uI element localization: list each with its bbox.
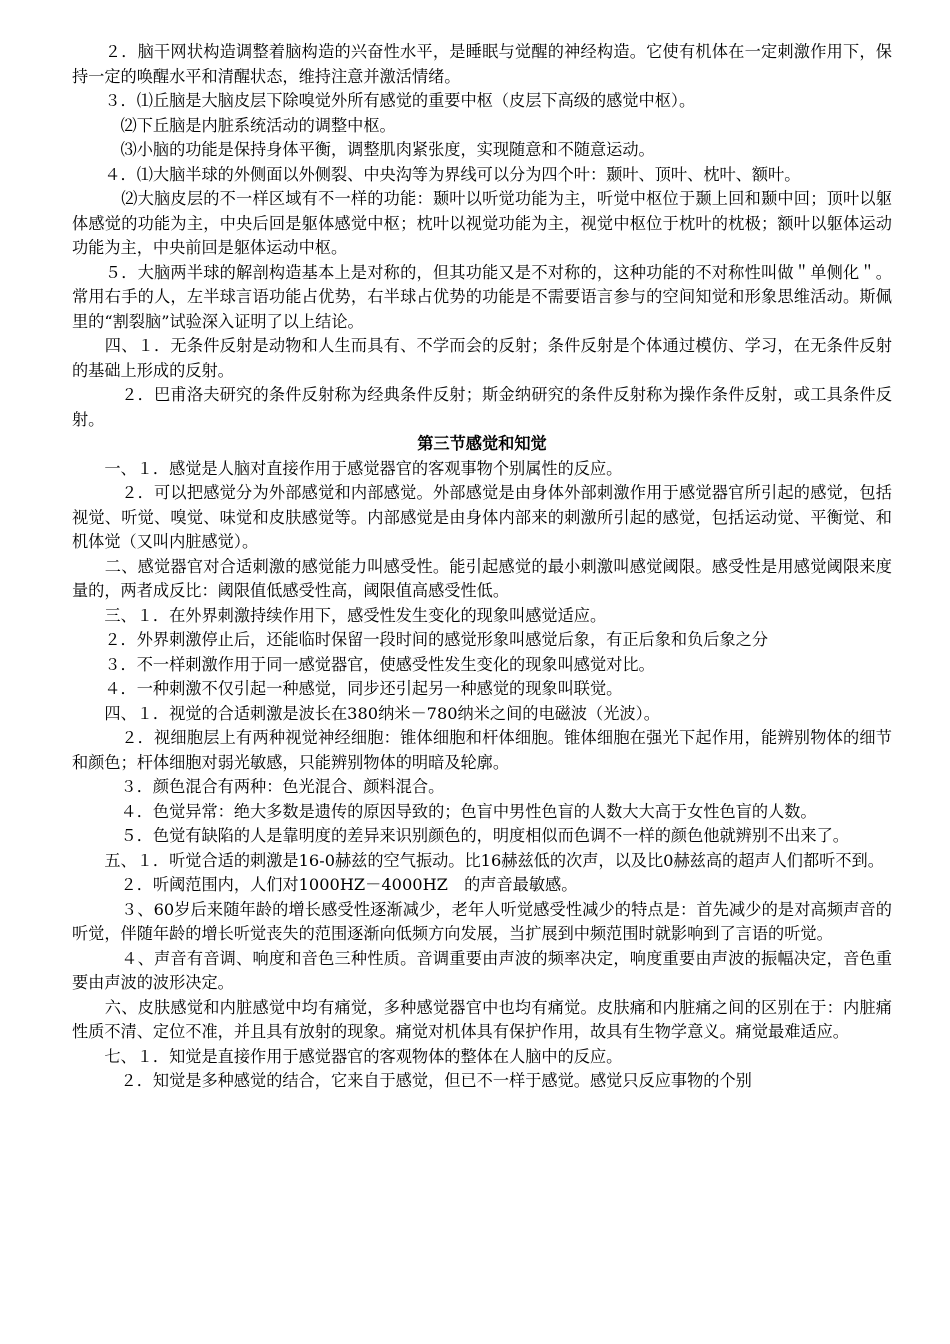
- paragraph: ２．知觉是多种感觉的结合，它来自于感觉，但已不一样于感觉。感觉只反应事物的个别: [72, 1071, 752, 1090]
- paragraph: 四、１．视觉的合适刺激是波长在380纳米－780纳米之间的电磁波（光波）。: [72, 703, 660, 723]
- paragraph: ２．视细胞层上有两种视觉神经细胞：锥体细胞和杆体细胞。锥体细胞在强光下起作用，能辨别物体的细节和颜色；杆体细胞对弱光敏感，只能辨别物体的明暗及轮廓。: [72, 728, 892, 772]
- paragraph: ５．色觉有缺陷的人是靠明度的差异来识别颜色的，明度相似而色调不一样的颜色他就辨别不出来了。: [72, 826, 849, 845]
- paragraph: 六、皮肤感觉和内脏感觉中均有痛觉，多种感觉器官中也均有痛觉。皮肤痛和内脏痛之间的区别在于：内脏痛性质不清、定位不准，并且具有放射的现象。痛觉对机体具有保护作用，故具有生物学意义。痛觉最难适应。: [72, 997, 892, 1041]
- paragraph: 一、１．感觉是人脑对直接作用于感觉器官的客观事物个别属性的反应。: [72, 458, 623, 478]
- paragraph: 二、感觉器官对合适刺激的感觉能力叫感受性。能引起感觉的最小刺激叫感觉阈限。感受性是用感觉阈限来度量的，两者成反比：阈限值低感受性高，阈限值高感受性低。: [72, 556, 892, 600]
- paragraph: ３．颜色混合有两种：色光混合、颜料混合。: [72, 777, 445, 796]
- paragraph: ３．⑴丘脑是大脑皮层下除嗅觉外所有感觉的重要中枢（皮层下高级的感觉中枢）。: [72, 91, 696, 110]
- paragraph: ２．外界刺激停止后，还能临时保留一段时间的感觉形象叫感觉后象，有正后象和负后象之分: [72, 630, 769, 649]
- paragraph: ４．一种刺激不仅引起一种感觉，同步还引起另一种感觉的现象叫联觉。: [72, 679, 623, 698]
- paragraph: 七、１．知觉是直接作用于感觉器官的客观物体的整体在人脑中的反应。: [72, 1046, 623, 1066]
- paragraph: ２．听阈范围内，人们对1000HZ－4000HZ 的声音最敏感。: [72, 875, 578, 894]
- paragraph: ⑵下丘脑是内脏系统活动的调整中枢。: [72, 115, 396, 135]
- paragraph: ３、60岁后来随年龄的增长感受性逐渐减少，老年人听觉感受性减少的特点是：首先减少的是对高频声音的听觉，伴随年龄的增长听觉丧失的范围逐渐向低频方向发展，当扩展到中频范围时就影响到了言语的听觉。: [72, 899, 892, 943]
- paragraph: 五、１．听觉合适的刺激是16-0赫兹的空气振动。比16赫兹低的次声，以及比0赫兹高的超声人们都听不到。: [72, 850, 884, 870]
- paragraph: ４．⑴大脑半球的外侧面以外侧裂、中央沟等为界线可以分为四个叶：颞叶、顶叶、枕叶、额叶。: [72, 164, 801, 184]
- paragraph: ２．脑干网状构造调整着脑构造的兴奋性水平，是睡眠与觉醒的神经构造。它使有机体在一定刺激作用下，保持一定的唤醒水平和清醒状态，维持注意并激活情绪。: [72, 42, 892, 86]
- paragraph: ３．不一样刺激作用于同一感觉器官，使感受性发生变化的现象叫感觉对比。: [72, 654, 655, 674]
- section-heading: 第三节感觉和知觉: [417, 434, 547, 453]
- paragraph: ⑶小脑的功能是保持身体平衡，调整肌肉紧张度，实现随意和不随意运动。: [72, 140, 655, 159]
- paragraph: ４、声音有音调、响度和音色三种性质。音调重要由声波的频率决定，响度重要由声波的振幅决定，音色重要由声波的波形决定。: [72, 948, 892, 992]
- paragraph: ２．巴甫洛夫研究的条件反射称为经典条件反射；斯金纳研究的条件反射称为操作条件反射，或工具条件反射。: [72, 385, 892, 429]
- paragraph: ⑵大脑皮层的不一样区域有不一样的功能：颞叶以听觉功能为主，听觉中枢位于颞上回和颞中回；顶叶以躯体感觉的功能为主，中央后回是躯体感觉中枢；枕叶以视觉功能为主，视觉中枢位于枕叶的枕极；额叶以躯体运动功能为主，中央前回是躯体运动中枢。: [72, 189, 892, 257]
- paragraph: ２．可以把感觉分为外部感觉和内部感觉。外部感觉是由身体外部刺激作用于感觉器官所引起的感觉，包括视觉、听觉、嗅觉、味觉和皮肤感觉等。内部感觉是由身体内部来的刺激所引起的感觉，包括运动觉、平衡觉、和机体觉（又叫内脏感觉）。: [72, 483, 892, 551]
- paragraph: ４．色觉异常：绝大多数是遗传的原因导致的；色盲中男性色盲的人数大大高于女性色盲的人数。: [72, 801, 817, 821]
- paragraph: 三、１．在外界刺激持续作用下，感受性发生变化的现象叫感觉适应。: [72, 605, 607, 625]
- paragraph: 四、１．无条件反射是动物和人生而具有、不学而会的反射；条件反射是个体通过模仿、学习，在无条件反射的基础上形成的反射。: [72, 336, 892, 380]
- paragraph: ５．大脑两半球的解剖构造基本上是对称的，但其功能又是不对称的，这种功能的不对称性叫做＂单侧化＂。常用右手的人，左半球言语功能占优势，右半球占优势的功能是不需要语言参与的空间知觉和形象思维活动。斯佩里的“割裂脑”试验深入证明了以上结论。: [72, 262, 892, 331]
